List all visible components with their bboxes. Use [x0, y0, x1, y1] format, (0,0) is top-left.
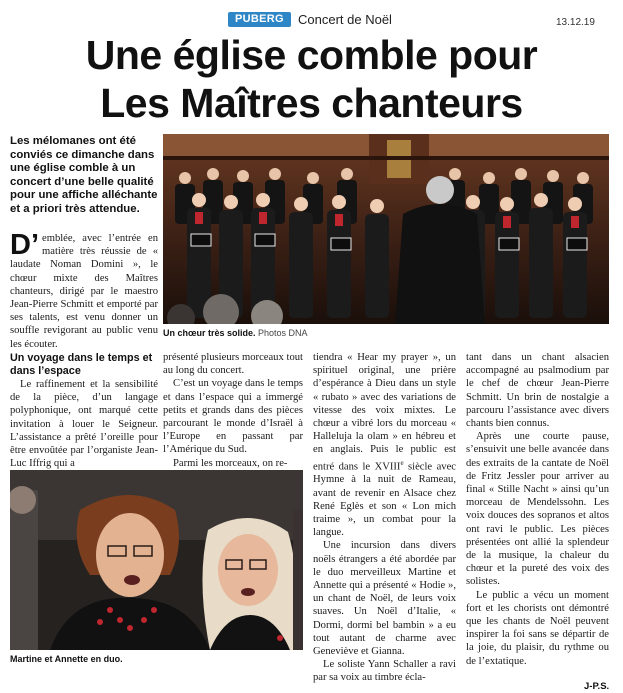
subhead: Un voyage dans le temps et dans l’espace: [10, 352, 153, 377]
col4-paragraph-2: Après une courte pause, s’ensuivit une belle avancée dans des extraits de la cantate de Noël de Fritz Jessler pour arriver au final « Stille Nacht » ainsi qu’un morceau de Mendelssohn. Les voix douces des sopranos et altos ont ravi le public. Les pièces présentées ont allié la splendeur de la musique, la chaleur du chœur et la pureté des voix des solistes.: [466, 431, 609, 588]
intro-text: emblée, avec l’entrée en matière très réussie de « laudate Noman Domini », le chœur mixte des Maîtres chanteurs, dirigé par le maestro Jean-Pierre Schmitt et emporté par ses talents, est venu donner un souffle revigorant au public venu les écouter.: [10, 233, 158, 350]
headline-line-1: Une église comble pour: [85, 32, 538, 78]
choir-photo-image: [163, 134, 609, 324]
col1-paragraph: Le raffinement et la sensibilité de la pièce, d’un langage polyphonique, ont marqué cette invitation à louer le Seigneur. L’assistance a prêté l’oreille pour être envoûtée par l’organiste Jean-Luc Iffrig qui a: [10, 379, 158, 470]
duo-caption-title: Martine et Annette en duo.: [10, 654, 123, 664]
col2-paragraph-2: C’est un voyage dans le temps et dans l’espace qui a immergé petits et grands dans des pièces parcourant le monde d’Israël à l’Europe en passant par l’Amérique du Sud.: [163, 378, 303, 456]
duo-photo-image: [10, 470, 303, 650]
col3-p1b: siècle avec Hymne à la nuit de Rameau, avant de revenir en Alsace chez René Eglès et son « Lon mich traime », un combat pour la langue.: [313, 461, 456, 539]
century-suffix: e: [400, 458, 404, 467]
col4-text: [466, 351, 609, 668]
author-signature: J-P.S.: [584, 681, 610, 692]
col3-paragraph-1: [313, 351, 456, 539]
duo-photo: [10, 470, 303, 650]
choir-caption-title: Un chœur très solide.: [163, 328, 256, 338]
col2-text: [163, 351, 303, 470]
dropcap: D’: [10, 229, 39, 261]
col3-paragraph-2: Une incursion dans divers noëls étrangers a été abordée par le duo merveilleux Martine et Annette qui a présenté « Hodie », un chant de Noël, de leurs voix suaves. Un Noël d’Italie, « Dormi, dormi bel bambin » a eu tout autant de charme avec Geneviève et Gianna.: [313, 540, 456, 657]
col3-p1a: tiendra « Hear my prayer », un spirituel original, une prière d’espérance à Dieu dans un style « rubato » avec des variations de vitesse des voix mixtes. Le chœur a vibré lors du morceau « Halleluja la olam » en hébreu et en anglais. Puis le public est entré dans le XVIII: [313, 352, 456, 473]
headline-line-2: Les Maîtres chanteurs: [100, 80, 523, 126]
col2-paragraph-3: Parmi les morceaux, on re-: [173, 457, 288, 469]
photo-credit: Photos DNA: [258, 328, 308, 338]
section-badge: PUBERG: [228, 12, 291, 27]
col4-paragraph-1: tant dans un chant alsacien accompagné au psalmodium par le chef de chœur Jean-Pierre Schmitt. Un brin de nostalgie a parcouru l’assistance avec divers chants bien connus.: [466, 352, 609, 430]
col3-paragraph-3: Le soliste Yann Schaller a ravi par sa voix au timbre écla-: [313, 659, 456, 684]
choir-photo: [163, 134, 609, 324]
publication-date: 13.12.19: [556, 17, 595, 28]
intro-paragraph: [10, 229, 158, 351]
kicker: Concert de Noël: [298, 12, 392, 27]
col2-paragraph-1: présenté plusieurs morceaux tout au long du concert.: [163, 352, 303, 377]
duo-photo-caption: [10, 654, 123, 664]
headline: [0, 31, 623, 127]
col3-text: [313, 351, 456, 685]
col4-paragraph-3: Le public a vécu un moment fort et les chorists ont démontré que les chants de Noël peuvent inspirer la foi sans se départir de la joie, du plaisir, du rythme ou de l’extatique.: [466, 589, 609, 667]
col1-lower-text: [10, 378, 158, 470]
lead-paragraph: Les mélomanes ont été conviés ce dimanche dans une église comble à un concert d’une belle qualité pour une affiche alléchante et a priori très attendue.: [10, 135, 158, 215]
choir-photo-caption: [163, 328, 308, 338]
